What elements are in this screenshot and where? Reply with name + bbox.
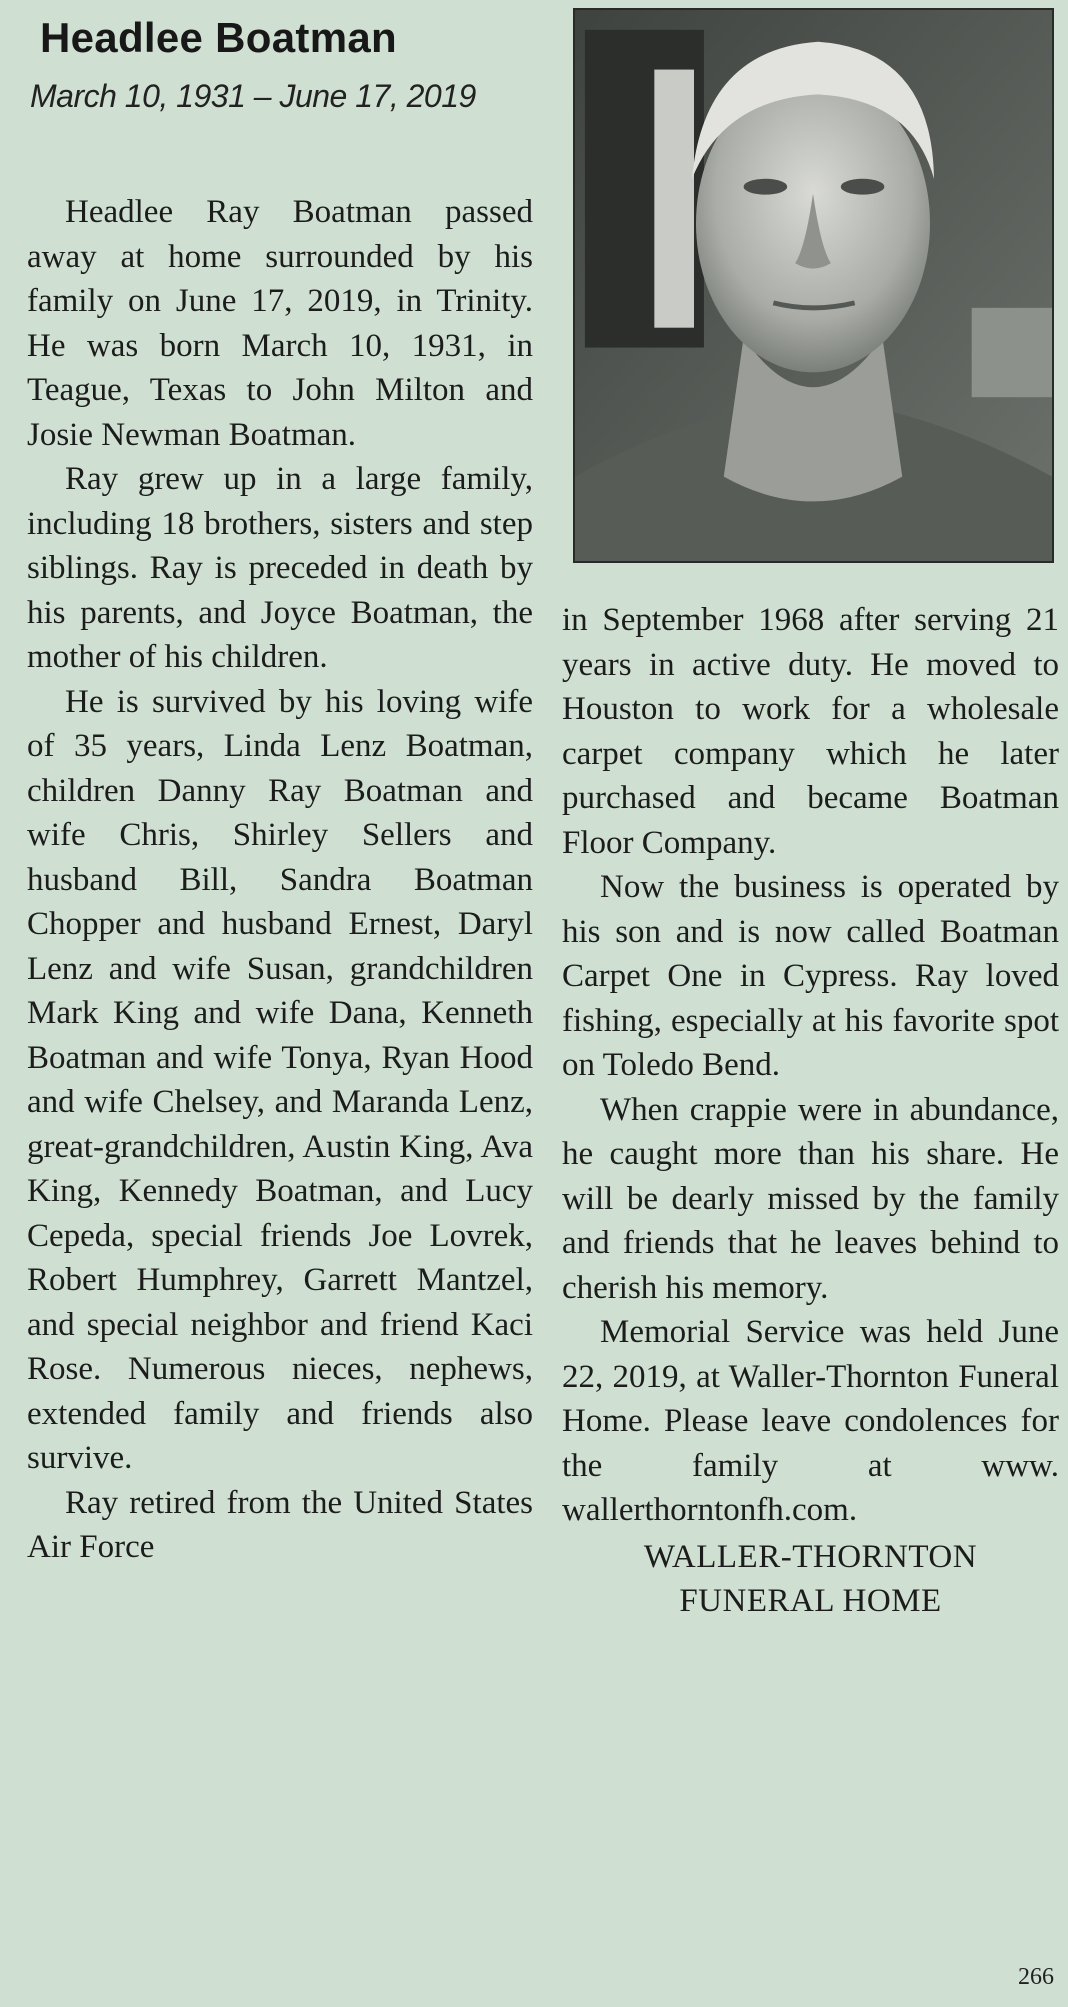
text-column-right — [562, 598, 1059, 1623]
paragraph-career-start: Ray retired from the United States Air Force — [27, 1484, 533, 1565]
paragraph-fishing: When crappie were in abundance, he caught more than his share. He will be dearly missed by the family and friends that he leaves behind to cherish his memory. — [562, 1091, 1059, 1306]
paragraph-career-cont: in September 1968 after serving 21 years in active duty. He moved to Houston to work for a wholesale carpet company which he later purchased and became Boatman Floor Company. — [562, 602, 1059, 861]
obituary-dates: March 10, 1931 – June 17, 2019 — [30, 78, 476, 114]
paragraph-survivors: He is survived by his loving wife of 35 years, Linda Lenz Boatman, children Danny Ray Boatman and wife Chris, Shirley Sellers and husband Bill, Sandra Boatman Chopper and husband Ernest, Daryl Lenz and wife Susan, grandchildren Mark King and wife Dana, Kenneth Boatman and wife Tonya, Ryan Hood and wife Chelsey, and Maranda Lenz, great-grandchildren, Austin King, Ava King, Kennedy Boatman, and Lucy Cepeda, special friends Joe Lovrek, Robert Humphrey, Garrett Mantzel, and special neighbor and friend Kaci Rose. Numerous nieces, nephews, extended family and friends also survive. — [27, 683, 533, 1476]
paragraph-intro: Headlee Ray Boatman passed away at home surrounded by his family on June 17, 2019, in Trinity. He was born March 10, 1931, in Teague, Texas to John Milton and Josie Newman Boatman. — [27, 194, 533, 453]
funeral-home-signature — [562, 1535, 1059, 1623]
portrait-photo — [573, 8, 1054, 563]
signature-line-2: FUNERAL HOME — [679, 1582, 942, 1619]
obituary-name: Headlee Boatman — [40, 14, 397, 61]
signature-line-1: WALLER-THORNTON — [643, 1538, 978, 1575]
portrait-image — [575, 10, 1052, 561]
text-column-left — [27, 190, 533, 1570]
paragraph-family: Ray grew up in a large family, including 18 brothers, sisters and step siblings. Ray is preceded in death by his parents, and Joyce Boatman, the mother of his children. — [27, 461, 533, 675]
ad-code: 266 — [1018, 1964, 1054, 1990]
paragraph-memorial: Memorial Service was held June 22, 2019, at Waller-Thornton Funeral Home. Please leave condolences for the family at www. wallerthorntonfh.com. — [562, 1314, 1059, 1528]
paragraph-business: Now the business is operated by his son and is now called Boatman Carpet One in Cypress. Ray loved fishing, especially at his favorite spot on Toledo Bend. — [562, 869, 1059, 1083]
